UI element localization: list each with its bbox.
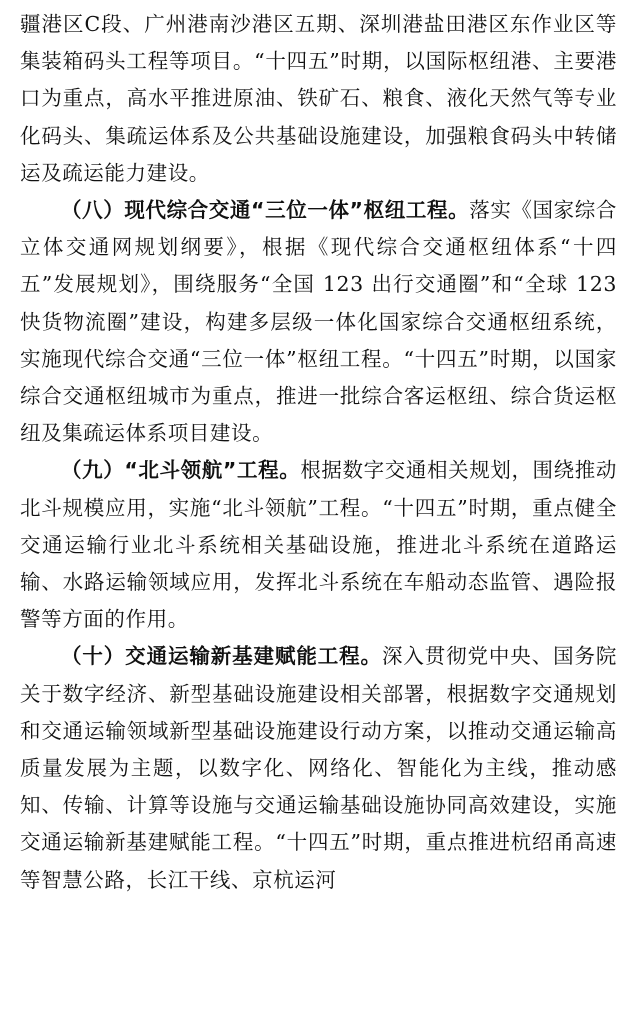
paragraph-body: 落实《国家综合立体交通网规划纲要》，根据《现代综合交通枢纽体系“十四五”发展规划》，围绕服务“全国 123 出行交通圈”和“全球 123 快货物流圈”建设，构建多层级一体化国家综合交通枢纽系统，实施现代综合交通“三位一体”枢纽工程。“十四五”时期，以国家综合交通枢纽城市为重点，推进一批综合客运枢纽、综合货运枢纽及集疏运体系项目建设。 bbox=[20, 198, 617, 446]
paragraph-body: 根据数字交通相关规划，围绕推动北斗规模应用，实施“北斗领航”工程。“十四五”时期，重点健全交通运输行业北斗系统相关基础设施，推进北斗系统在道路运输、水路运输领域应用，发挥北斗系统在车船动态监管、遇险报警等方面的作用。 bbox=[20, 458, 617, 632]
section-heading: （八）现代综合交通“三位一体”枢纽工程。 bbox=[61, 198, 470, 223]
section-heading: （十）交通运输新基建赋能工程。 bbox=[61, 644, 382, 669]
paragraph-section-10 bbox=[20, 638, 617, 898]
paragraph-body: 深入贯彻党中央、国务院关于数字经济、新型基础设施建设相关部署，根据数字交通规划和交通运输领域新型基础设施建设行动方案，以推动交通运输高质量发展为主题，以数字化、网络化、智能化为主线，推动感知、传输、计算等设施与交通运输基础设施协同高效建设，实施交通运输新基建赋能工程。“十四五”时期，重点推进杭绍甬高速等智慧公路，长江干线、京杭运河 bbox=[20, 644, 617, 892]
paragraph-continuation bbox=[20, 6, 617, 192]
section-heading: （九）“北斗领航”工程。 bbox=[61, 458, 301, 483]
paragraph-body: 疆港区C段、广州港南沙港区五期、深圳港盐田港区东作业区等集装箱码头工程等项目。“十四五”时期，以国际枢纽港、主要港口为重点，高水平推进原油、铁矿石、粮食、液化天然气等专业化码头、集疏运体系及公共基础设施建设，加强粮食码头中转储运及疏运能力建设。 bbox=[20, 12, 617, 185]
paragraph-section-9 bbox=[20, 452, 617, 638]
paragraph-section-8 bbox=[20, 192, 617, 452]
